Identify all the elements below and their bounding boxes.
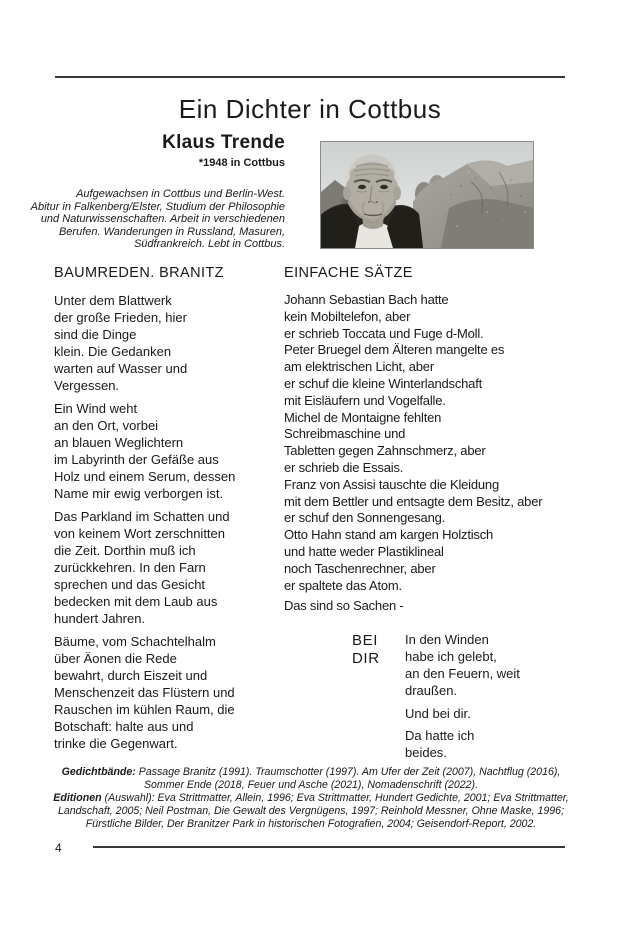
poem-line: der große Frieden, hier [54,310,187,325]
poem-bei-dir [352,632,594,768]
poem-title-right: EINFACHE SÄTZE [284,265,413,281]
poem-line: klein. Die Gedanken [54,344,172,359]
poem-line: Unter dem Blattwerk [54,293,172,308]
poem-line: bewahrt, durch Eiszeit und [54,668,208,683]
poem-line: trinke die Gegenwart. [54,736,178,751]
poem-line: beides. [405,745,447,761]
text-line: und hatte weder Plastiklineal [284,543,444,559]
poem-line: sind die Dinge [54,327,137,342]
poem-line: Und bei dir. [405,705,471,721]
poem-line: an den Feuern, weit [405,665,520,681]
poem-line: Name mir ewig verborgen ist. [54,486,224,501]
poem-line: an den Ort, vorbei [54,418,159,433]
bibliography-line [25,779,597,792]
bibliography-line [25,792,597,805]
poem-line: Rauschen im kühlen Raum, die [54,702,235,717]
bibliography-line [25,818,597,831]
stanza [405,728,520,762]
poem-line: Bäume, vom Schachtelhalm [54,634,216,649]
stanza [405,632,520,699]
text-line: noch Taschenrechner, aber [284,560,436,576]
author-photo [320,141,534,249]
page-title: Ein Dichter in Cottbus [178,94,442,124]
poem-title-bei-dir [352,632,405,768]
text-line: Schreibmaschine und [284,426,406,442]
poem-line: warten auf Wasser und [54,361,188,376]
poem-line: habe ich gelebt, [405,649,497,665]
text-line: er schrieb Toccata und Fuge d-Moll. [284,325,484,341]
bibliography-line [25,766,597,779]
stanza [54,508,289,627]
poem-column-right [284,265,594,768]
bibliography-label: Editionen [53,792,102,804]
poem-line: sprechen und das Gesicht [54,577,206,592]
text-line: Otto Hahn stand am kargen Holztisch [284,527,494,543]
text-line: Tabletten gegen Zahnschmerz, aber [284,443,486,459]
text-line: Abitur in Falkenberg/Elster, Studium der Philosophie [30,200,285,213]
poem-line: an blauen Weglichtern [54,435,184,450]
text-line: Peter Bruegel dem Älteren mangelte es [284,342,505,358]
poem-line: zurückkehren. In den Farn [54,560,206,575]
author-birth-note: *1948 in Cottbus [198,157,285,169]
text-line: kein Mobiltelefon, aber [284,308,411,324]
text-line: er schuf die kleine Winterlandschaft [284,375,483,391]
text-line: Johann Sebastian Bach hatte [284,292,449,307]
text-line: er spaltete das Atom. [284,577,402,593]
bibliography-text: Fürstliche Bilder, Der Branitzer Park in historischen Fotografien, 2004; Geisendorf-Report, 2002. [85,818,537,830]
text-line: mit dem Bettler und entsagte dem Besitz, aber [284,493,543,509]
stanza [54,400,289,502]
bibliography-text: Landschaft, 2005; Neil Postman, Die Gewalt des Vergnügens, 1997; Reinhold Messner, Ohne Maske, 1996; [57,805,565,817]
poem-line: Vergessen. [54,378,120,393]
text-line: er schrieb die Essais. [284,459,404,475]
poem-line: über Äonen die Rede [54,651,177,666]
poem-einfache-saetze [284,292,594,594]
author-name: Klaus Trende [162,132,285,153]
bibliography-text: Passage Branitz (1991). Traumschotter (1997). Am Ufer der Zeit (2007), Nachtflug (2016), [135,766,561,778]
poem-line: Holz und einem Serum, dessen [54,469,236,484]
bibliography-label: Gedichtbände: [61,766,136,778]
text-line: und Naturwissenschaften. Arbeit in verschiedenen [40,213,285,226]
poem-line: im Labyrinth der Gefäße aus [54,452,219,467]
author-block [5,132,285,251]
text-line: Aufgewachsen in Cottbus und Berlin-West. [76,188,285,200]
bottom-rule [93,846,565,848]
poem-line: bedecken mit dem Laub aus [54,594,218,609]
poem-line: Das Parkland im Schatten und [54,509,230,524]
poem-bei-dir-text [405,632,520,768]
poem-line: hundert Jahren. [54,611,146,626]
text-line: Michel de Montaigne fehlten [284,409,442,425]
bibliography-text: Sommer Ende (2018, Feuer und Asche (2021), Nomadenschrift (2022). [143,779,479,791]
text-line: DIR [352,649,380,667]
poem-closing-line: Das sind so Sachen - [284,598,404,614]
poem-line: Botschaft: halte aus und [54,719,194,734]
poem-line: die Zeit. Dorthin muß ich [54,543,196,558]
bibliography [25,766,597,831]
stanza [54,292,289,394]
poem-line: draußen. [405,682,458,698]
bibliography-text: (Auswahl): Eva Strittmatter, Allein, 1996; Eva Strittmatter, Hundert Gedichte, 2001; Eva Strittmatter, [101,792,569,804]
text-line: er schuf den Sonnengesang. [284,510,446,526]
poem-line: Menschenzeit das Flüstern und [54,685,235,700]
text-line: Berufen. Wanderungen in Russland, Masuren, [58,225,285,238]
page-number: 4 [55,841,62,855]
text-line: Franz von Assisi tauschte die Kleidung [284,476,499,492]
author-photo-graphic [321,142,533,248]
poem-line: In den Winden [405,632,489,648]
top-rule [55,76,565,78]
stanza [54,633,289,752]
text-line: BEI [352,632,378,650]
poem-line: Ein Wind weht [54,401,138,416]
poem-baumreden [54,292,289,752]
poem-line: Da hatte ich [405,728,475,744]
stanza [405,706,520,723]
poem-title-left: BAUMREDEN. BRANITZ [54,265,224,281]
text-line: Südfrankreich. Lebt in Cottbus. [133,238,285,251]
poem-line: von keinem Wort zerschnitten [54,526,225,541]
text-line: mit Eisläufern und Vogelfalle. [284,392,446,408]
author-bio [5,188,285,251]
poem-column-left [54,265,289,758]
text-line: am elektrischen Licht, aber [284,359,434,375]
bibliography-line [25,805,597,818]
